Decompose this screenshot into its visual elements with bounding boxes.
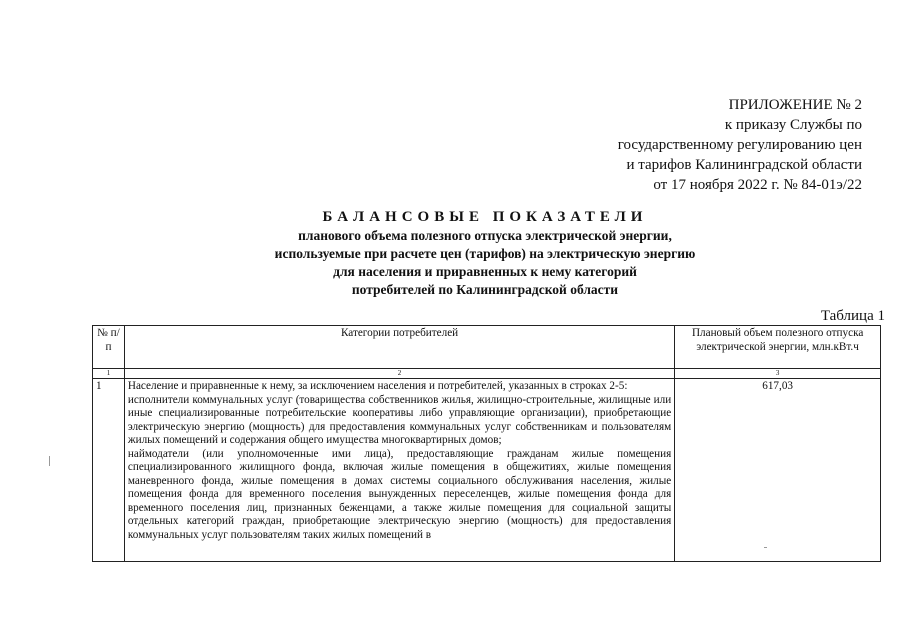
scan-mark [764,547,767,548]
table-row [93,379,881,562]
header-category: Категории потребителей [124,326,674,369]
appendix-line: к приказу Службы по [724,117,862,133]
appendix-date-number: от 17 ноября 2022 г. № 84-01э/22 [653,177,862,193]
index-cell: 2 [124,369,674,379]
index-cell: 3 [675,369,881,379]
title-line: потребителей по Калининградской области [351,282,619,297]
index-cell: 1 [93,369,125,379]
row-volume-value: 617,03 [675,379,881,562]
title-line: планового объема полезного отпуска электрической энергии, [298,228,672,243]
title-line: для населения и приравненных к нему категорий [333,264,637,279]
main-title: БАЛАНСОВЫЕ ПОКАЗАТЕЛИ [322,209,648,225]
table-index-row [93,369,881,379]
title-line: используемые при расчете цен (тарифов) на электрическую энергию [274,246,696,261]
document-title [200,207,770,299]
appendix-line: и тарифов Калининградской области [626,157,862,173]
scan-mark [49,456,50,466]
table-header-row [93,326,881,369]
header-volume: Плановый объем полезного отпуска электрической энергии, млн.кВт.ч [675,326,881,369]
header-num: № п/п [93,326,125,369]
category-paragraph: наймодатели (или уполномоченные ими лица), предоставляющие гражданам жилые помещения специализированного жилищного фонда, включая жилые помещения в общежитиях, жилые помещения маневренного фонда, жилые помещения в домах системы социального обслуживания населения, жилые помещения фонда для временного поселения вынужденных переселенцев, жилые помещения фонда для временного поселения лиц, признанных беженцами, а также жилые помещения для социальной защиты отдельных категорий граждан, приобретающие электрическую энергию (мощность) для предоставления коммунальных услуг пользователям таких жилых помещений в [127,447,672,541]
category-paragraph: Население и приравненные к нему, за исключением населения и потребителей, указанных в строках 2-5: [127,380,628,392]
row-number: 1 [93,379,125,562]
appendix-line: государственному регулированию цен [617,137,862,153]
row-category-text [124,379,674,562]
table-label: Таблица 1 [820,308,885,324]
balance-table [92,325,881,562]
category-paragraph: исполнители коммунальных услуг (товарищества собственников жилья, жилищно-строительные, жилищные или иные специализированные потребительские кооперативы либо управляющие организации), приобретающие электрическую энергию (мощность) для предоставления коммунальных услуг собственникам и пользователям жилых помещений и содержания общего имущества многоквартирных домов; [127,393,672,446]
appendix-title: ПРИЛОЖЕНИЕ № 2 [728,97,862,113]
appendix-header [618,95,862,195]
